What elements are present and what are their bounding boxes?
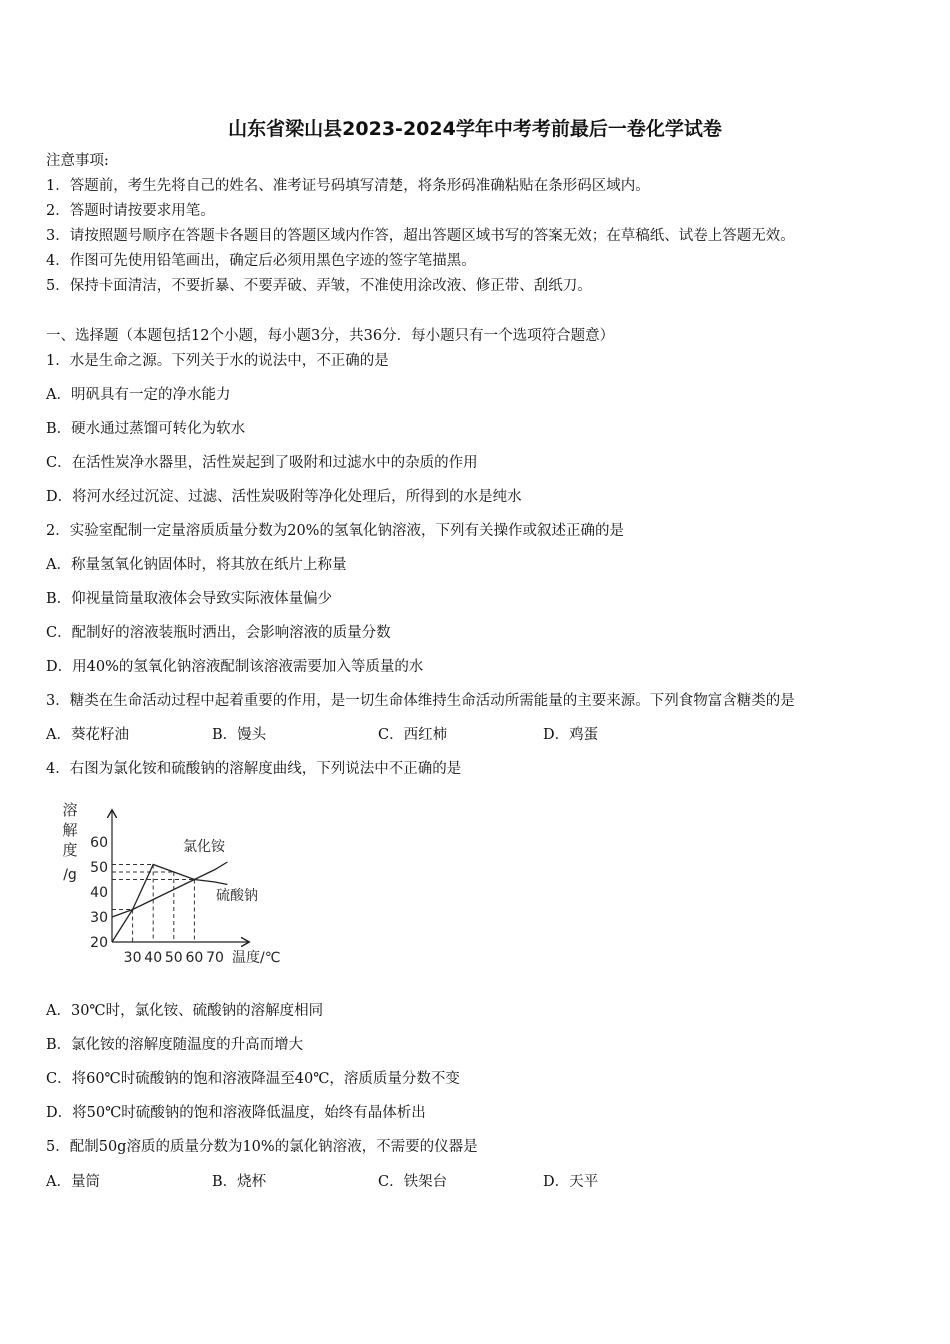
question-3-stem: 3．糖类在生命活动过程中起着重要的作用，是一切生命体维持生命活动所需能量的主要来源。下列食物富含糖类的是 xyxy=(46,693,795,709)
notice-item: 2．答题时请按要求用笔。 xyxy=(46,203,215,219)
y-axis-title-char: 度 xyxy=(62,841,78,859)
y-tick-label: 30 xyxy=(90,910,108,926)
question-4-option-c: C．将60℃时硫酸钠的饱和溶液降温至40℃，溶质质量分数不变 xyxy=(46,1071,460,1087)
solubility-chart xyxy=(58,797,290,969)
question-5-option-a: A．量筒 xyxy=(46,1174,100,1190)
x-tick-label: 60 xyxy=(185,950,204,966)
question-2-stem: 2．实验室配制一定量溶质质量分数为20%的氢氧化钠溶液，下列有关操作或叙述正确的是 xyxy=(46,523,624,539)
question-4-option-b: B．氯化铵的溶解度随温度的升高而增大 xyxy=(46,1037,304,1053)
question-4-stem: 4．右图为氯化铵和硫酸钠的溶解度曲线，下列说法中不正确的是 xyxy=(46,761,462,777)
question-1-option-a: A．明矾具有一定的净水能力 xyxy=(46,387,231,403)
question-2-option-d: D．用40%的氢氧化钠溶液配制该溶液需要加入等质量的水 xyxy=(46,659,424,675)
y-tick-label: 50 xyxy=(90,860,108,876)
x-tick-label: 40 xyxy=(144,950,163,966)
question-4-option-a: A．30℃时，氯化铵、硫酸钠的溶解度相同 xyxy=(46,1003,324,1019)
series-line-sodium-sulfate xyxy=(112,865,227,943)
guide-lines xyxy=(112,865,194,943)
page-title: 山东省梁山县2023-2024学年中考考前最后一卷化学试卷 xyxy=(228,118,722,140)
series-label-ammonium-chloride: 氯化铵 xyxy=(183,839,225,855)
y-axis-title-char: 解 xyxy=(62,821,78,839)
series-label-sodium-sulfate: 硫酸钠 xyxy=(216,888,258,904)
question-1-option-c: C．在活性炭净水器里，活性炭起到了吸附和过滤水中的杂质的作用 xyxy=(46,455,478,471)
y-tick-label: 60 xyxy=(90,835,108,851)
notice-item: 4．作图可先使用铅笔画出，确定后必须用黑色字迹的签字笔描黑。 xyxy=(46,253,476,269)
x-tick-label: 70 xyxy=(206,950,224,966)
question-5-stem: 5．配制50g溶质的质量分数为10%的氯化钠溶液，不需要的仪器是 xyxy=(46,1139,478,1155)
question-4-option-d: D．将50℃时硫酸钠的饱和溶液降低温度，始终有晶体析出 xyxy=(46,1105,426,1121)
question-3-option-b: B．馒头 xyxy=(212,727,267,743)
question-5-option-c: C．铁架台 xyxy=(378,1174,448,1190)
question-1-stem: 1．水是生命之源。下列关于水的说法中，不正确的是 xyxy=(46,353,389,369)
question-2-option-a: A．称量氢氧化钠固体时，将其放在纸片上称量 xyxy=(46,557,347,573)
y-axis-title xyxy=(62,801,77,883)
y-axis-title-char: 溶 xyxy=(62,801,78,819)
question-5-option-d: D．天平 xyxy=(543,1174,599,1190)
notice-item: 1．答题前，考生先将自己的姓名、准考证号码填写清楚，将条形码准确粘贴在条形码区域内。 xyxy=(46,178,650,194)
question-3-option-d: D．鸡蛋 xyxy=(543,727,599,743)
notice-item: 5．保持卡面清洁，不要折暴、不要弄破、弄皱，不准使用涂改液、修正带、刮纸刀。 xyxy=(46,278,592,294)
question-1-option-d: D．将河水经过沉淀、过滤、活性炭吸附等净化处理后，所得到的水是纯水 xyxy=(46,489,522,505)
x-tick-labels xyxy=(124,950,224,966)
question-3-option-a: A．葵花籽油 xyxy=(46,727,129,743)
question-3-option-c: C．西红柿 xyxy=(378,727,448,743)
question-2-option-b: B．仰视量筒量取液体会导致实际液体量偏少 xyxy=(46,591,333,607)
x-tick-label: 50 xyxy=(164,950,183,966)
y-tick-label: 20 xyxy=(90,935,108,951)
series-lines xyxy=(112,862,227,942)
question-1-option-b: B．硬水通过蒸馏可转化为软水 xyxy=(46,421,246,437)
section-heading: 一、选择题（本题包括12个小题，每小题3分，共36分．每小题只有一个选项符合题意） xyxy=(46,328,615,344)
question-5-option-b: B．烧杯 xyxy=(212,1174,267,1190)
y-axis-title-char: /g xyxy=(63,867,77,883)
y-tick-label: 40 xyxy=(90,885,108,901)
x-tick-label: 30 xyxy=(123,950,142,966)
x-axis-title: 温度/℃ xyxy=(232,950,281,966)
y-tick-labels xyxy=(90,835,108,951)
notice-item: 3．请按照题号顺序在答题卡各题目的答题区域内作答，超出答题区域书写的答案无效；在草稿纸、试卷上答题无效。 xyxy=(46,228,795,244)
question-2-option-c: C．配制好的溶液装瓶时洒出，会影响溶液的质量分数 xyxy=(46,625,391,641)
notice-heading: 注意事项: xyxy=(46,153,109,169)
